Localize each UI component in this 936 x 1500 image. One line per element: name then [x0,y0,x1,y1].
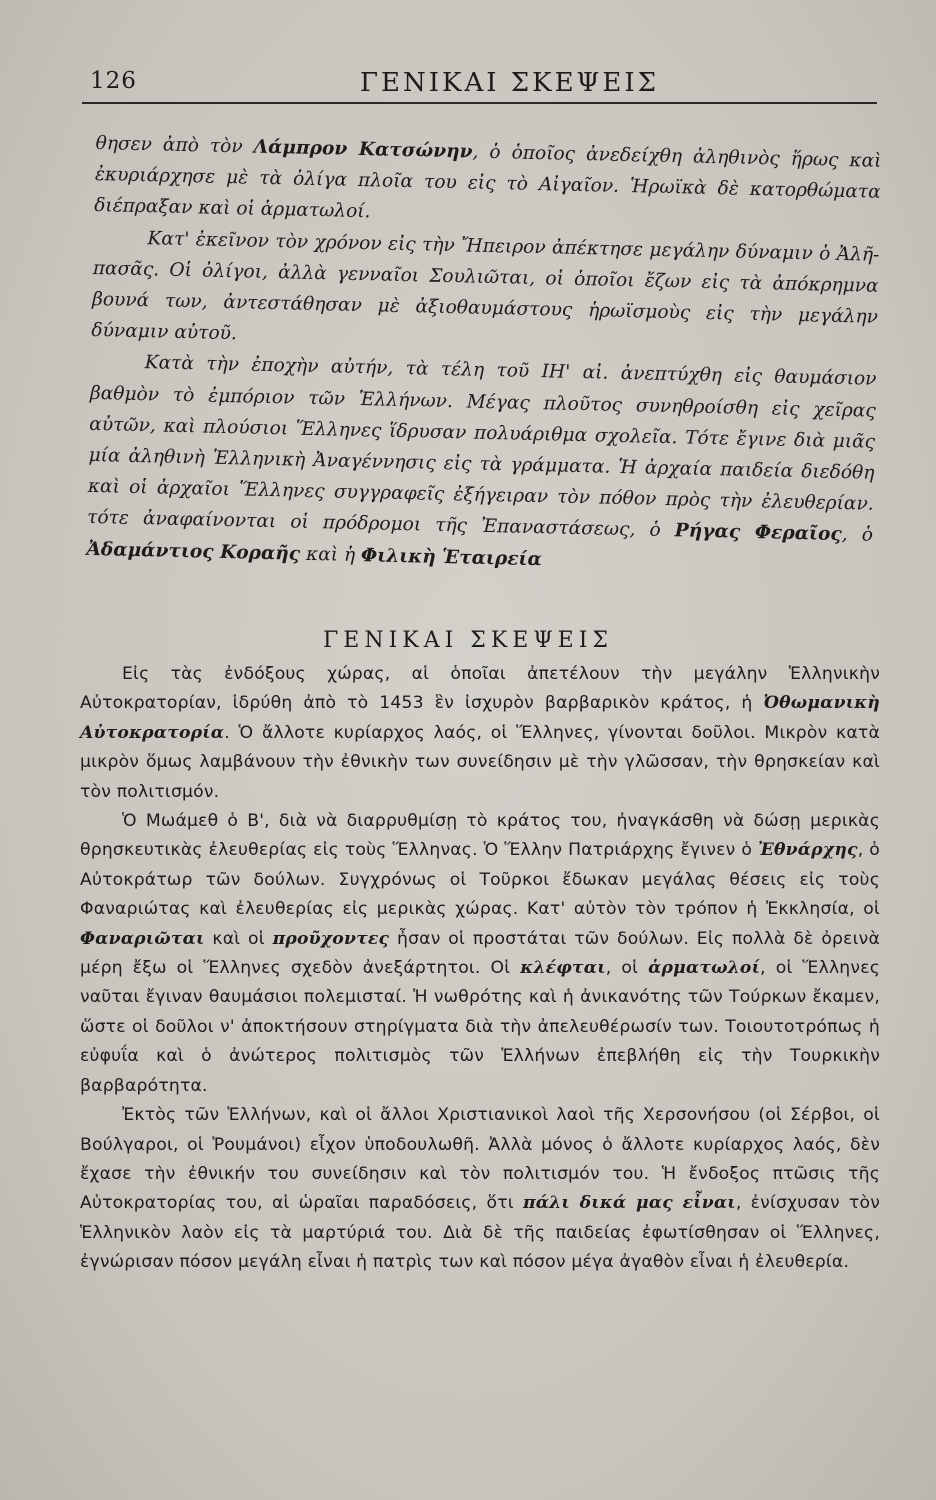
text-run: , οἱ Ἕλληνες ναῦται ἔγιναν θαυμάσιοι πολεμισταί. Ἡ νωθρότης καὶ ἡ ἀνικανότης τῶν Τούρκων ἔκαμεν, ὥστε οἱ δοῦλοι ν' ἀποκτήσουν στηρίγματα διὰ τὴν ἀπελευθέρωσίν των. Τοιουτοτρόπως ἡ εὐφυΐα καὶ ὁ ἀνώτερος πολιτισμὸς τῶν Ἑλλήνων ἐπεβλήθη εἰς τὴν Τουρκικὴν βαρβαρότητα. [80,958,880,1096]
upper-paragraph-1 [94,128,882,239]
text-run: καὶ οἱ [204,928,273,949]
lower-paragraph-1 [80,660,880,807]
upper-section [86,128,882,583]
text-run: Ὁ Μωάμεθ ὁ Β', διὰ νὰ διαρρυθμίσῃ τὸ κράτος του, ἠναγκάσθη νὰ δώσῃ μερικὰς θρησκευτικὰς ἐλευθερίας εἰς τοὺς Ἕλληνας. Ὁ Ἕλλην Πατριάρχης ἔγινεν ὁ [80,811,880,861]
lower-paragraph-3 [80,1101,880,1277]
text-run: , ἐνίσχυσαν τὸν Ἑλληνικὸν λαὸν εἰς τὰ μαρτύριά του. Διὰ δὲ τῆς παιδείας ἐφωτίσθησαν οἱ Ἕλληνες, ἐγνώρισαν πόσον μεγάλη εἶναι ἡ πατρὶς των καὶ πόσον μέγα ἀγαθὸν εἶναι ἡ ἐλευθερία. [80,1193,880,1273]
text-run: . Ὁ ἄλλοτε κυρίαρχος λαός, οἱ Ἕλληνες, γίνονται δοῦλοι. Μικρὸν κατὰ μικρὸν ὅμως λαμβάνουν τὴν ἐθνικὴν των συνείδησιν μὲ τὴν γλῶσσαν, τὴν θρησκείαν καὶ τὸν πολιτισμόν. [80,722,880,802]
running-title: ΓΕΝΙΚΑΙ ΣΚΕΨΕΙΣ [360,68,659,98]
section-heading: ΓΕΝΙΚΑΙ ΣΚΕΨΕΙΣ [323,628,613,653]
emphasized-text: Ἐθνάρχης [758,840,858,861]
text-run: Εἰς τὰς ἐνδόξους χώρας, αἱ ὁποῖαι ἀπετέλουν τὴν μεγάλην Ἑλληνικὴν Αὐτοκρατορίαν, ἱδρύθη ἀπὸ τὸ 1453 ἓν ἰσχυρὸν βαρβαρικὸν κράτος, ἡ [80,664,880,714]
page-number: 126 [90,68,137,94]
emphasized-text: Λάμπρον Κατσώνην [253,136,473,163]
emphasized-text: ἁρματωλοί [648,958,761,979]
emphasized-text: Ὀθωμανικὴ Αὐτοκρατορία [80,693,880,743]
emphasized-text: πάλι δικά μας εἶναι [522,1193,736,1214]
text-run: Κατ' ἐκεῖνον τὸν χρόνον εἰς τὴν Ἤπειρον ἀπέκτησε μεγάλην δύναμιν ὁ Ἀλῆ-πασᾶς. Οἱ ὀλίγοι, ἀλλὰ γενναῖοι Σουλιῶται, οἱ ὁποῖοι ἔζων εἰς τὰ ἀπόκρημνα βουνά των, ἀντεστάθησαν μὲ ἀξιοθαυμάστους ἡρωϊσμοὺς εἰς τὴν μεγάλην δύναμιν αὐτοῦ. [91,227,880,345]
emphasized-text: Φαναριῶται [80,928,205,949]
page-header [90,66,880,106]
text-run: Κατὰ τὴν ἐποχὴν αὐτήν, τὰ τέλη τοῦ ΙΗ' αἰ. ἀνεπτύχθη εἰς θαυμάσιον βαθμὸν τὸ ἐμπόριον τῶν Ἑλλήνων. Μέγας πλοῦτος συνηθροίσθη εἰς χεῖρας αὐτῶν, καὶ πλούσιοι Ἕλληνες ἵδρυσαν πολυάριθμα σχολεῖα. Τότε ἔγινε διὰ μιᾶς μία ἀληθινὴ Ἑλληνικὴ Ἀναγέννησις εἰς τὰ γράμματα. Ἡ ἀρχαία παιδεία διεδόθη καὶ οἱ ἀρχαῖοι Ἕλληνες συγγραφεῖς ἐξήγειραν τὸν πόθον πρὸς τὴν ἐλευθερίαν. τότε ἀναφαίνονται οἱ πρόδρομοι τῆς Ἐπαναστάσεως, ὁ [86,352,877,542]
text-run: , οἱ [605,958,649,979]
upper-paragraph-2 [91,222,880,365]
text-run: καὶ ἡ [299,543,362,566]
emphasized-text: κλέφται [520,958,606,979]
text-run: , ὁ [841,524,874,547]
text-run: , ὁ ὁποῖος ἀνεδείχθη ἀληθινὸς ἥρως καὶ ἐκυριάρχησε μὲ τὰ ὀλίγα πλοῖα του εἰς τὸ Αἰγαῖον. Ἡρωϊκὰ δὲ κατορθώματα διέπραξαν καὶ οἱ ἁρματωλοί. [93,141,882,223]
text-run: Ἐκτὸς τῶν Ἑλλήνων, καὶ οἱ ἄλλοι Χριστιανικοὶ λαοὶ τῆς Χερσονήσου (οἱ Σέρβοι, οἱ Βούλγαροι, οἱ Ῥουμάνοι) εἶχον ὑποδουλωθῆ. Ἀλλὰ μόνος ὁ ἄλλοτε κυρίαρχος λαός, δὲν ἔχασε τὴν ἐθνικήν του συνείδησιν καὶ τὸν πολιτισμόν του. Ἡ ἔνδοξος πτῶσις τῆς Αὐτοκρατορίας του, αἱ ὡραῖαι παραδόσεις, ὅτι [80,1105,880,1214]
header-rule [82,102,877,104]
emphasized-text: προῦχοντες [272,928,390,949]
text-run: ἦσαν οἱ προστάται τῶν δούλων. Εἰς πολλὰ δὲ ὀρεινὰ μέρη ἔξω οἱ Ἕλληνες σχεδὸν ἀνεξάρτητοι. Οἱ [80,928,880,979]
lower-paragraph-2 [80,807,880,1101]
text-run: , ὁ Αὐτοκράτωρ τῶν δούλων. Συγχρόνως οἱ Τοῦρκοι ἔδωκαν μεγάλας θέσεις εἰς τοὺς Φαναριώτας καὶ ἐλευθερίας εἰς μερικὰς χώρας. Κατ' αὐτὸν τὸν τρόπον ἡ Ἐκκλησία, οἱ [80,840,880,920]
emphasized-text: Φιλικὴ Ἑταιρεία [360,544,543,570]
lower-section [80,660,880,1278]
text-run: θησεν ἀπὸ τὸν [95,132,254,158]
emphasized-text: Ἀδαμάντιος Κοραῆς [86,538,301,565]
upper-paragraph-3 [86,346,877,582]
emphasized-text: Ρήγας Φεραῖος [674,520,842,546]
